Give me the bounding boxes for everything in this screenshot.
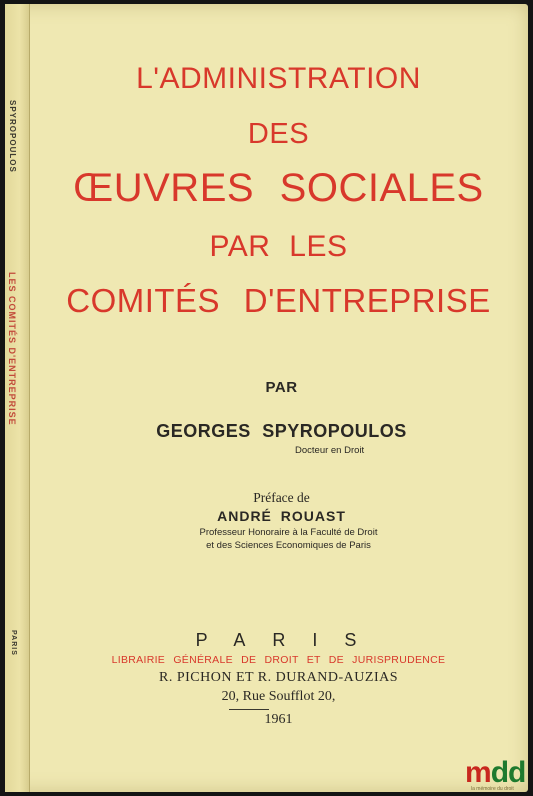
publisher-address: 20, Rue Soufflot 20,	[221, 689, 336, 704]
title-line-1: L'ADMINISTRATION	[136, 62, 421, 95]
book-spine	[5, 4, 30, 792]
preface-author-title-line-1: Professeur Honoraire à la Faculté de Droit	[199, 527, 378, 538]
spine-title: LES COMITÉS D'ENTREPRISE	[7, 272, 17, 426]
preface-author: ANDRÉ ROUAST	[217, 508, 346, 524]
watermark-logo	[465, 758, 529, 794]
divider	[229, 709, 269, 710]
title-line-2: DES	[247, 118, 310, 150]
publisher-name: LIBRAIRIE GÉNÉRALE DE DROIT ET DE JURISPRUDENCE	[111, 654, 446, 666]
title-line-4: PAR LES	[209, 230, 348, 263]
spine-city: PARIS	[10, 630, 17, 656]
publisher-owners: R. PICHON ET R. DURAND-AUZIAS	[158, 670, 399, 685]
book-cover	[5, 4, 528, 792]
preface-label: Préface de	[253, 490, 310, 505]
title-line-5: COMITÉS D'ENTREPRISE	[66, 282, 491, 319]
spine-author: SPYROPOULOS	[8, 100, 17, 173]
by-label: PAR	[265, 379, 298, 396]
preface-author-title-line-2: et des Sciences Economiques de Paris	[206, 540, 371, 551]
author-degree: Docteur en Droit	[295, 445, 365, 456]
logo-text: mdd	[465, 756, 526, 789]
author-name: GEORGES SPYROPOULOS	[156, 421, 407, 441]
publication-city: PARIS	[195, 630, 384, 650]
title-line-3: ŒUVRES SOCIALES	[73, 166, 484, 210]
publication-year: 1961	[264, 712, 293, 727]
logo-subtitle: la mémoire du droit	[471, 786, 514, 792]
